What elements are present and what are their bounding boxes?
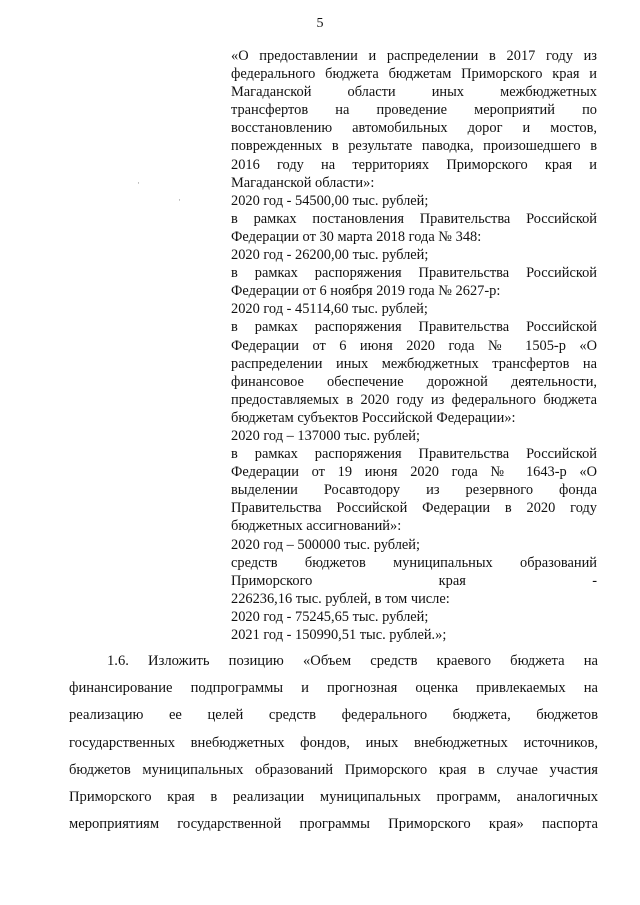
text-line: 2021 год - 150990,51 тыс. рублей.»; <box>231 627 447 643</box>
text-line: Федерации от 6 ноября 2019 года № 2627-р: <box>231 283 501 300</box>
paragraph-line: государственных внебюджетных фондов, иных внебюджетных источников, <box>69 734 598 751</box>
text-line: поврежденных в результате паводка, произошедшего в <box>231 138 597 155</box>
paragraph-line: реализацию ее целей средств федерального бюджета, бюджетов <box>69 707 598 724</box>
text-line: 2016 году на территориях Приморского края и <box>231 156 597 173</box>
text-line: федерального бюджета бюджетам Приморского края и <box>231 66 597 83</box>
paragraph-line: 1.6. Изложить позицию «Объем средств краевого бюджета на <box>107 653 598 669</box>
text-line: 226236,16 тыс. рублей, в том числе: <box>231 590 450 607</box>
text-line: в рамках распоряжения Правительства Российской <box>231 319 597 336</box>
text-line: средств бюджетов муниципальных образований <box>231 554 597 571</box>
page-number: 5 <box>316 16 324 31</box>
text-line: 2020 год – 500000 тыс. рублей; <box>231 536 420 553</box>
text-line: восстановлению автомобильных дорог и мостов, <box>231 120 597 137</box>
text-line: предоставляемых в 2020 году из федерального бюджета <box>231 391 597 408</box>
text-line: «О предоставлении и распределении в 2017 году из <box>231 48 597 64</box>
text-line: в рамках распоряжения Правительства Российской <box>231 265 597 282</box>
text-line: в рамках постановления Правительства Российской <box>231 210 597 227</box>
text-line: Магаданской области иных межбюджетных <box>231 84 597 101</box>
text-line: 2020 год – 137000 тыс. рублей; <box>231 427 420 444</box>
text-line: бюджетных ассигнований»: <box>231 518 402 535</box>
text-line: Правительства Российской Федерации в 2020 году <box>231 500 597 517</box>
text-line: 2020 год - 54500,00 тыс. рублей; <box>231 192 429 209</box>
paragraph-line: бюджетов муниципальных образований Приморского края в случае участия <box>69 761 598 778</box>
text-line: финансовое обеспечение дорожной деятельности, <box>231 373 597 390</box>
text-line: выделении Росавтодору из резервного фонда <box>231 482 597 499</box>
scan-speck: · <box>137 178 140 188</box>
text-line: 2020 год - 26200,00 тыс. рублей; <box>231 247 429 264</box>
text-line: Федерации от 6 июня 2020 года № 1505-р «О <box>231 337 597 354</box>
scan-speck: · <box>178 195 181 205</box>
text-line: распределении иных межбюджетных трансфертов на <box>231 355 597 372</box>
text-line: Магаданской области»: <box>231 174 375 191</box>
text-line: в рамках распоряжения Правительства Российской <box>231 446 597 463</box>
text-line: Федерации от 30 марта 2018 года № 348: <box>231 228 482 245</box>
paragraph-line: Приморского края в реализации муниципальных программ, аналогичных <box>69 789 598 806</box>
paragraph-line: финансирование подпрограммы и прогнозная оценка привлекаемых на <box>69 680 598 697</box>
text-line: Федерации от 19 июня 2020 года № 1643-р «О <box>231 464 597 481</box>
text-line: 2020 год - 75245,65 тыс. рублей; <box>231 608 429 625</box>
paragraph-line: мероприятиям государственной программы Приморского края» паспорта <box>69 816 598 833</box>
text-line: трансфертов на проведение мероприятий по <box>231 102 597 119</box>
text-line: бюджетам субъектов Российской Федерации»: <box>231 409 516 426</box>
text-line: 2020 год - 45114,60 тыс. рублей; <box>231 301 428 318</box>
main-paragraph <box>69 648 598 838</box>
funding-details-block <box>231 47 597 644</box>
text-line: Приморского края - <box>231 572 597 589</box>
